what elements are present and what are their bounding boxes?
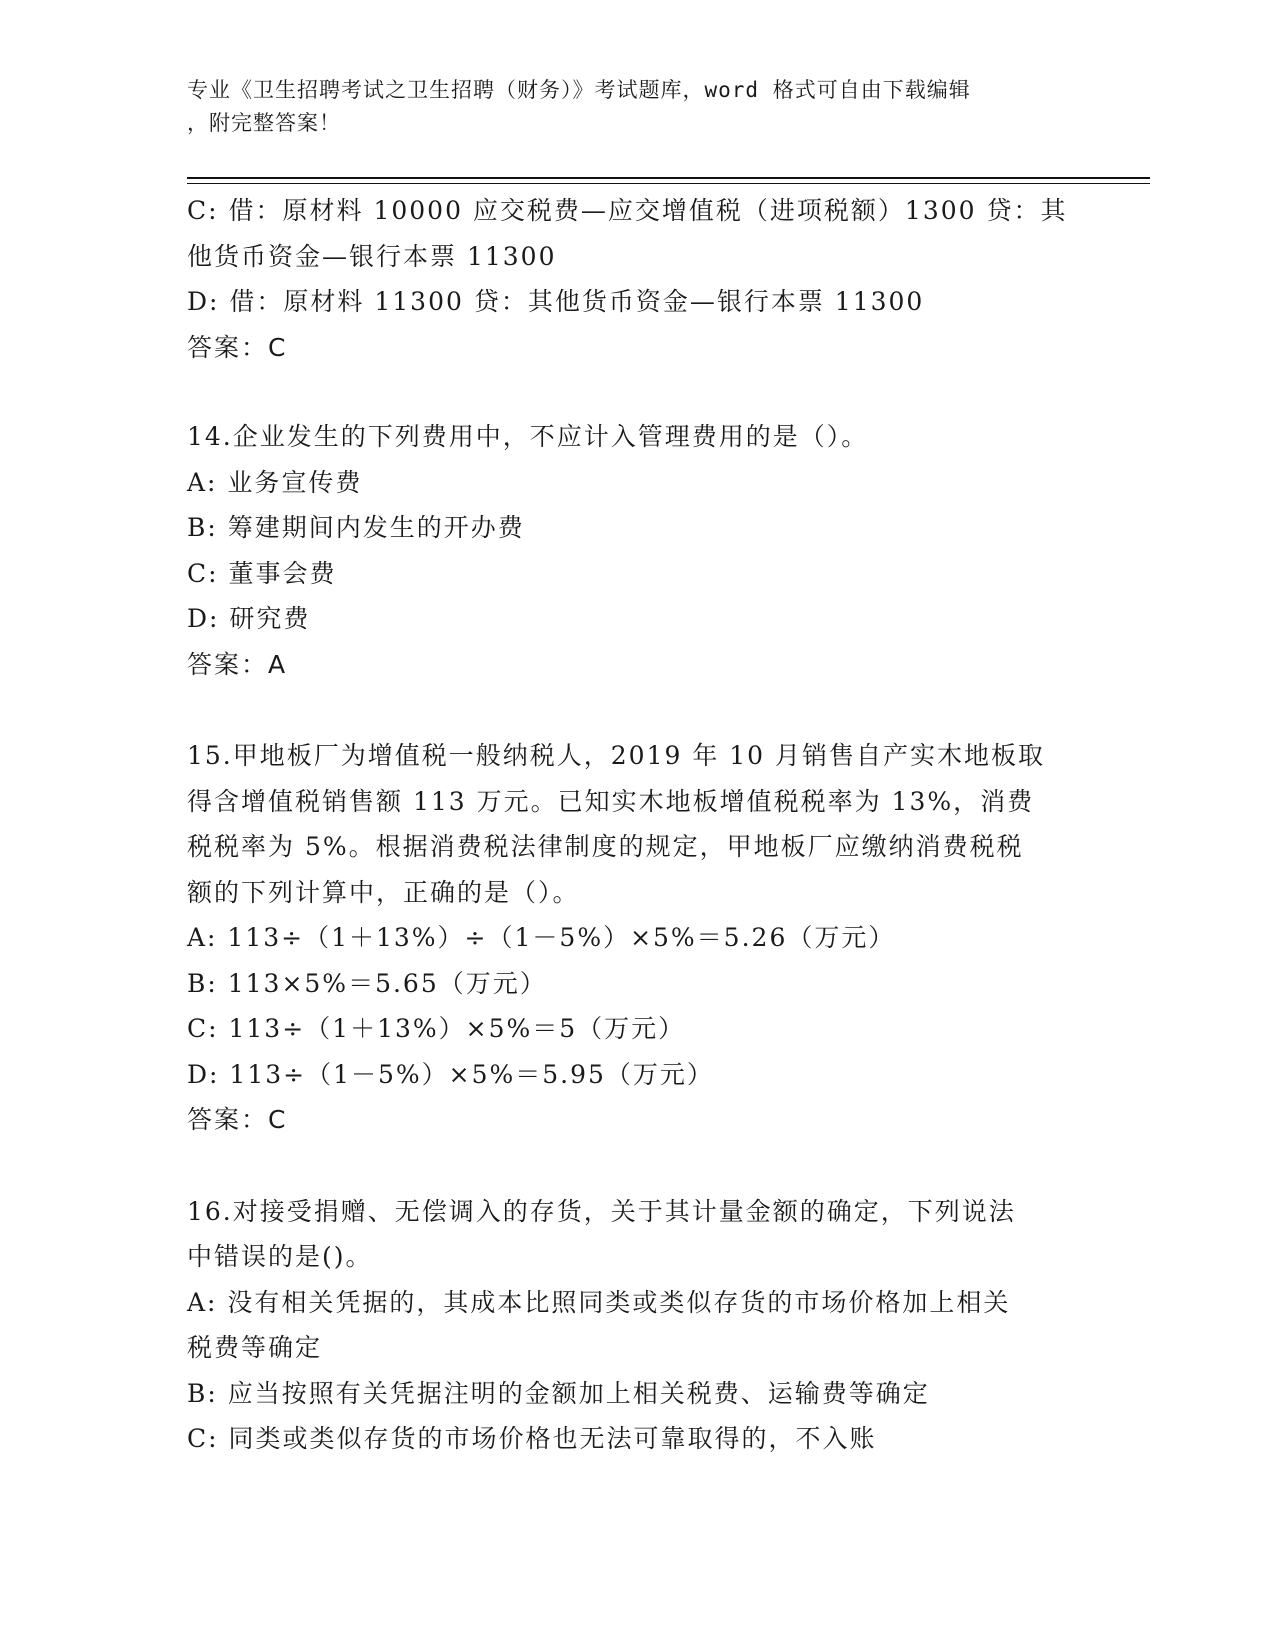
option-d: D: 研究费: [187, 604, 311, 633]
option-b: B: 113×5%＝5.65（万元）: [187, 968, 547, 998]
question-stem-line: 税税率为 5%。根据消费税法律制度的规定，甲地板厂应缴纳消费税税: [187, 832, 1024, 861]
header-line-2: ，附完整答案！: [187, 111, 341, 135]
option-c: C: 113÷（1＋13%）×5%＝5（万元）: [187, 1014, 686, 1043]
question-stem: 14.企业发生的下列费用中，不应计入管理费用的是（）。: [187, 422, 869, 451]
question-stem-line: 额的下列计算中，正确的是（）。: [187, 877, 580, 907]
header-line-1: 专业《卫生招聘考试之卫生招聘（财务）》考试题库，word 格式可自由下载编辑: [187, 78, 971, 102]
option-a: A: 业务宣传费: [187, 467, 363, 497]
option-b: B: 筹建期间内发生的开办费: [187, 513, 525, 542]
option-d: D: 113÷（1－5%）×5%＝5.95（万元）: [187, 1059, 714, 1089]
option-c: C: 董事会费: [187, 558, 337, 588]
option-line: D: 借：原材料 11300 贷：其他货币资金—银行本票 11300: [187, 287, 925, 316]
question-15: [187, 733, 1087, 1143]
question-16: [187, 1189, 1087, 1462]
question-14: [187, 414, 1087, 687]
question-stem-line: 15.甲地板厂为增值税一般纳税人，2019 年 10 月销售自产实木地板取: [187, 741, 1046, 770]
option-a-continued: 税费等确定: [187, 1333, 323, 1362]
question-content: [187, 188, 1087, 1462]
question-stem-line: 16.对接受捐赠、无偿调入的存货，关于其计量金额的确定，下列说法: [187, 1196, 1016, 1226]
answer-line: 答案：C: [187, 332, 288, 362]
option-line: 他货币资金—银行本票 11300: [187, 241, 557, 271]
option-b: B: 应当按照有关凭据注明的金额加上相关税费、运输费等确定: [187, 1378, 930, 1408]
document-header: [187, 74, 1067, 140]
answer-line: 答案：C: [187, 1105, 288, 1134]
option-a: A: 113÷（1＋13%）÷（1－5%）×5%＝5.26（万元）: [187, 923, 896, 952]
answer-line: 答案：A: [187, 649, 288, 679]
question-stem-line: 中错误的是()。: [187, 1242, 373, 1271]
prev-question: [187, 188, 1087, 370]
option-a: A: 没有相关凭据的，其成本比照同类或类似存货的市场价格加上相关: [187, 1287, 1011, 1317]
option-line: C: 借：原材料 10000 应交税费—应交增值税（进项税额）1300 贷：其: [187, 196, 1068, 225]
option-c: C: 同类或类似存货的市场价格也无法可靠取得的，不入账: [187, 1424, 877, 1453]
question-stem-line: 得含增值税销售额 113 万元。已知实木地板增值税税率为 13%，消费: [187, 786, 1035, 816]
header-rule-thin: [187, 183, 1150, 184]
header-rule-thick: [187, 177, 1150, 179]
